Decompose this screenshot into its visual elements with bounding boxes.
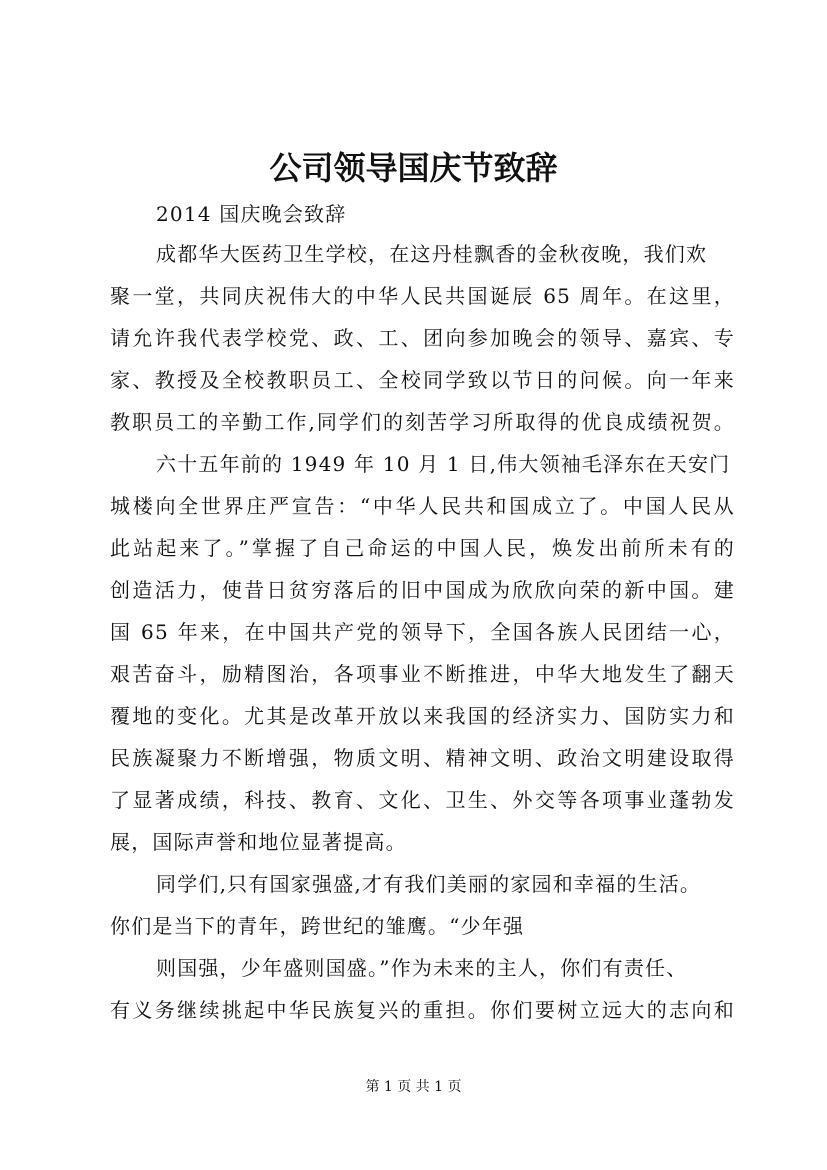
paragraph-line: 则国强，少年盛则国盛。”作为未来的主人，你们有责任、 bbox=[156, 956, 688, 980]
paragraph-line: 覆地的变化。尤其是改革开放以来我国的经济实力、国防实力和 bbox=[110, 704, 735, 728]
paragraph-line: 同学们,只有国家强盛,才有我们美丽的家园和幸福的生活。 bbox=[156, 872, 702, 896]
paragraph-line: 有义务继续挑起中华民族复兴的重担。你们要树立远大的志向和 bbox=[110, 998, 735, 1022]
paragraph-line: 教职员工的辛勤工作,同学们的刻苦学习所取得的优良成绩祝贺。 bbox=[110, 410, 735, 434]
page-title: 公司领导国庆节致辞 bbox=[269, 149, 558, 187]
paragraph-line: 展，国际声誉和地位显著提高。 bbox=[110, 830, 407, 854]
paragraph-line: 成都华大医药卫生学校，在这丹桂飘香的金秋夜晚，我们欢 bbox=[156, 242, 708, 266]
paragraph-line: 聚一堂，共同庆祝伟大的中华人民共国诞辰 65 周年。在这里， bbox=[110, 284, 735, 308]
paragraph-line: 城楼向全世界庄严宣告：“中华人民共和国成立了。中国人民从 bbox=[110, 494, 735, 518]
paragraph-line: 了显著成绩，科技、教育、文化、卫生、外交等各项事业蓬勃发 bbox=[110, 788, 735, 812]
paragraph-line: 此站起来了。”掌握了自己命运的中国人民，焕发出前所未有的 bbox=[110, 536, 735, 560]
paragraph-line: 创造活力，使昔日贫穷落后的旧中国成为欣欣向荣的新中国。建 bbox=[110, 578, 735, 602]
paragraph-line: 六十五年前的 1949 年 10 月 1 日,伟大领袖毛泽东在天安门 bbox=[156, 452, 731, 476]
paragraph-line: 家、教授及全校教职员工、全校同学致以节日的问候。向一年来 bbox=[110, 368, 735, 392]
paragraph-line: 请允许我代表学校党、政、工、团向参加晚会的领导、嘉宾、专 bbox=[110, 326, 735, 350]
paragraph-line: 民族凝聚力不断增强，物质文明、精神文明、政治文明建设取得 bbox=[110, 746, 735, 770]
page-footer: 第 1 页 共 1 页 bbox=[365, 1079, 462, 1095]
paragraph-line: 你们是当下的青年，跨世纪的雏鹰。“少年强 bbox=[110, 914, 525, 938]
paragraph-line: 艰苦奋斗，励精图治，各项事业不断推进，中华大地发生了翻天 bbox=[110, 662, 735, 686]
document-subtitle: 2014 国庆晚会致辞 bbox=[156, 202, 347, 226]
paragraph-line: 国 65 年来，在中国共产党的领导下，全国各族人民团结一心， bbox=[110, 620, 735, 644]
